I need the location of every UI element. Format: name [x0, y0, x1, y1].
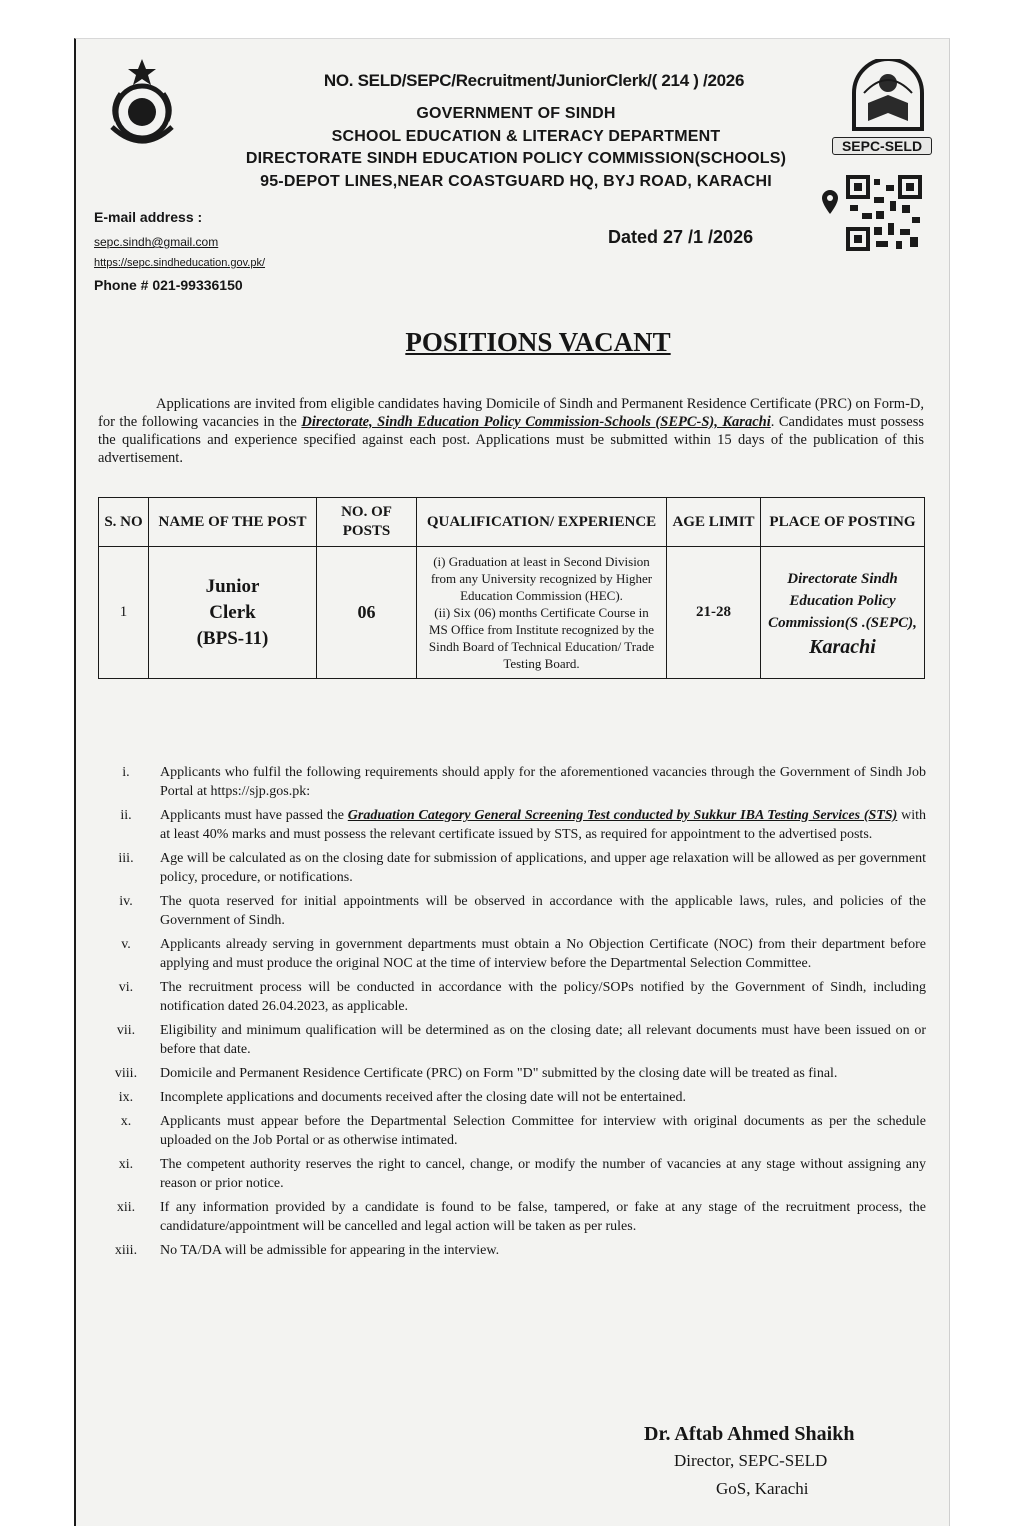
qualification-1: (i) Graduation at least in Second Division from any University recognized by Higher Education Commission (HEC).	[430, 554, 653, 603]
cell-number-of-posts: 06	[317, 547, 417, 679]
reference-number: NO. SELD/SEPC/Recruitment/JuniorClerk/( 214 ) /2026	[323, 71, 745, 90]
list-item-number: ii.	[120, 808, 132, 823]
list-item	[104, 763, 926, 801]
list-item-text: The competent authority reserves the right to cancel, change, or modify the number of vacancies at any stage without assigning any reason or prior notice.	[160, 1157, 926, 1191]
qr-code-icon[interactable]	[846, 175, 922, 251]
column-header-place: PLACE OF POSTING	[761, 498, 925, 547]
list-item-text: Eligibility and minimum qualification will be determined as on the closing date; all relevant documents must have been issued on or before that date.	[160, 1023, 926, 1057]
qualification-2: (ii) Six (06) months Certificate Course in MS Office from Institute recognized by the Sindh Board of Technical Education/ Trade Testing Board.	[428, 605, 655, 671]
list-item-number: iii.	[118, 851, 134, 866]
list-item-number: x.	[120, 1114, 132, 1129]
vacancy-table	[98, 497, 925, 679]
sepc-seld-logo-icon	[846, 59, 930, 143]
list-item-number: vii.	[116, 1023, 136, 1038]
list-item-number: vi.	[118, 980, 134, 995]
list-item-number: v.	[121, 937, 131, 952]
intro-text-1: Applications are invited from eligible candidates having Domicile of Sindh and Permanent Residence Certificate (PRC) on Form-D, for the following vacancies in the	[98, 396, 924, 430]
list-item-text: with at least 40% marks and must possess the relevant certificate issued by STS, as required for appointment to the advertised posts.	[160, 808, 926, 842]
list-item-text: The quota reserved for initial appointments will be observed in accordance with the applicable laws, rules, and policies of the Government of Sindh.	[160, 894, 926, 928]
list-item-text: Applicants already serving in government departments must obtain a No Objection Certificate (NOC) from their department before applying and must produce the original NOC at the time of interview before the Departmental Selection Committee.	[160, 937, 926, 971]
list-item-text: If any information provided by a candidate is found to be false, tampered, or fake at any stage of the recruitment process, the candidature/appointment will be cancelled and legal action will be taken as per rules.	[160, 1200, 926, 1234]
list-item	[104, 1241, 926, 1260]
list-item	[104, 1021, 926, 1059]
list-item	[104, 1198, 926, 1236]
seal-label: SEPC-SELD	[832, 137, 932, 155]
signatory-place: GoS, Karachi	[716, 1479, 809, 1498]
department-heading: SCHOOL EDUCATION & LITERACY DEPARTMENT	[331, 128, 721, 145]
page-title: POSITIONS VACANT	[405, 327, 671, 357]
list-item-number: viii.	[114, 1066, 138, 1081]
list-item	[104, 1064, 926, 1083]
list-item	[104, 1155, 926, 1193]
list-item-text: Domicile and Permanent Residence Certificate (PRC) on Form "D" submitted by the closing date will be treated as final.	[160, 1066, 838, 1081]
intro-text-2: . Candidates must possess the qualifications and experience specified against each post. Applications must be submitted within 15 days of the publication of this advertisement.	[98, 414, 925, 466]
sindh-emblem-icon	[102, 57, 182, 147]
cell-post-name	[149, 547, 317, 679]
place-city: Karachi	[809, 635, 876, 658]
list-item	[104, 935, 926, 973]
signatory-name: Dr. Aftab Ahmed Shaikh	[644, 1423, 855, 1445]
list-item	[104, 1112, 926, 1150]
email-label: E-mail address :	[94, 209, 203, 225]
cell-place-of-posting	[761, 547, 925, 679]
table-row	[99, 547, 925, 679]
cell-age-limit: 21-28	[667, 547, 761, 679]
conditions-list	[104, 763, 926, 1265]
list-item	[104, 806, 926, 844]
place-name: Directorate Sindh Education Policy Commission(S .(SEPC),	[768, 570, 917, 631]
post-scale: (BPS-11)	[196, 627, 269, 649]
column-header-posts: NO. OF POSTS	[317, 498, 417, 547]
column-header-age: AGE LIMIT	[667, 498, 761, 547]
cell-qualification	[417, 547, 667, 679]
list-item-text: The recruitment process will be conducted in accordance with the policy/SOPs notified by the Government of Sindh, including notification dated 26.04.2023, as applicable.	[160, 980, 926, 1014]
list-item-text: Applicants must have passed the	[160, 808, 348, 823]
list-item-text: Age will be calculated as on the closing date for submission of applications, and upper age relaxation will be allowed as per government policy, procedure, or notifications.	[160, 851, 926, 885]
intro-office-name: Directorate, Sindh Education Policy Commission-Schools (SEPC-S), Karachi	[301, 414, 771, 430]
list-item	[104, 1088, 926, 1107]
list-item-number: xi.	[118, 1157, 134, 1172]
list-item-number: xiii.	[114, 1243, 138, 1258]
list-item	[104, 978, 926, 1016]
list-item-number: iv.	[119, 894, 133, 909]
list-item-emphasis: Graduation Category General Screening Test conducted by Sukkur IBA Testing Services (STS)	[347, 808, 898, 823]
list-item-number: ix.	[118, 1090, 134, 1105]
list-item	[104, 892, 926, 930]
location-pin-icon	[820, 189, 840, 215]
phone-number: Phone # 021-99336150	[94, 277, 243, 293]
post-name-line-1: Junior	[205, 575, 260, 597]
address-heading: 95-DEPOT LINES,NEAR COASTGUARD HQ, BYJ ROAD, KARACHI	[260, 173, 772, 190]
list-item-text: Applicants who fulfil the following requirements should apply for the aforementioned vacancies through the Government of Sindh Job Portal at https://sjp.gos.pk:	[160, 765, 926, 799]
cell-sno: 1	[99, 547, 149, 679]
list-item-text: No TA/DA will be admissible for appearing in the interview.	[160, 1243, 500, 1258]
email-link[interactable]: sepc.sindh@gmail.com	[94, 235, 219, 249]
signatory-designation: Director, SEPC-SELD	[674, 1451, 828, 1470]
column-header-sno: S. NO	[99, 498, 149, 547]
website-link[interactable]: https://sepc.sindheducation.gov.pk/	[94, 257, 266, 269]
intro-paragraph	[98, 395, 924, 467]
government-heading: GOVERNMENT OF SINDH	[416, 105, 616, 122]
list-item-text: Applicants must appear before the Departmental Selection Committee for interview with original documents as per the schedule uploaded on the Job Portal or as otherwise intimated.	[160, 1114, 926, 1148]
column-header-qualification: QUALIFICATION/ EXPERIENCE	[417, 498, 667, 547]
list-item-number: i.	[122, 765, 130, 780]
date-line: Dated 27 /1 /2026	[608, 227, 754, 247]
document-page	[74, 38, 950, 1526]
post-name-line-2: Clerk	[209, 601, 256, 623]
list-item-number: xii.	[116, 1200, 136, 1215]
list-item-text: Incomplete applications and documents received after the closing date will not be entertained.	[160, 1090, 686, 1105]
table-header-row	[99, 498, 925, 547]
directorate-heading: DIRECTORATE SINDH EDUCATION POLICY COMMISSION(SCHOOLS)	[245, 150, 787, 167]
list-item	[104, 849, 926, 887]
column-header-post: NAME OF THE POST	[149, 498, 317, 547]
